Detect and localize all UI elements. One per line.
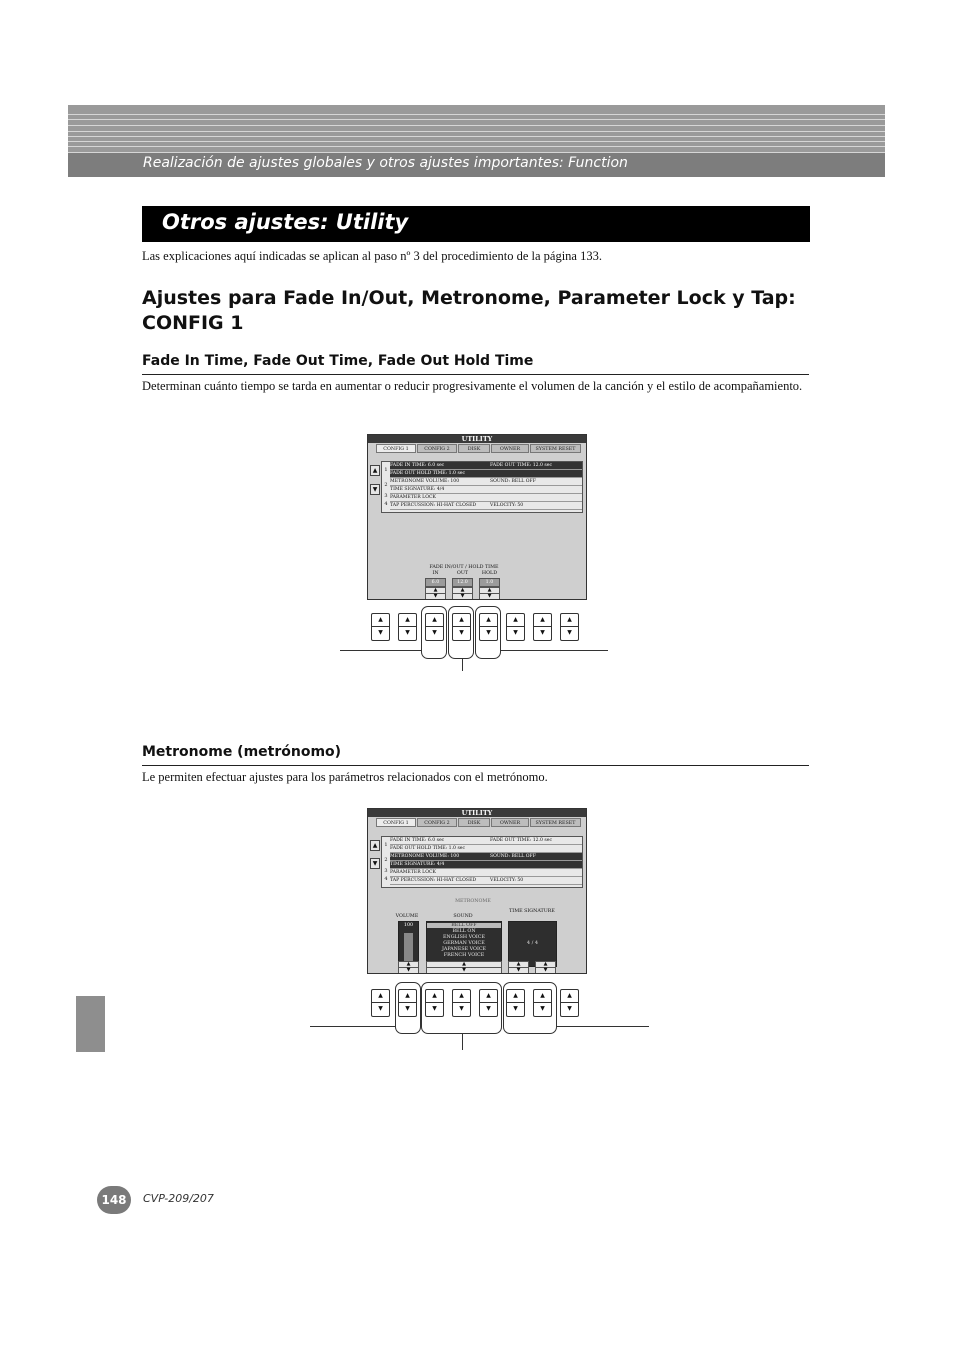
volume-value: 100 [403, 923, 414, 928]
highlight-ring [448, 606, 474, 659]
highlight-ring [503, 982, 557, 1034]
list-item[interactable]: PARAMETER LOCK [390, 494, 582, 502]
up-arrow-icon[interactable]: ▲ [372, 614, 389, 627]
model-name: CVP-209/207 [143, 1192, 214, 1205]
tab-owner[interactable]: OWNER [491, 818, 529, 827]
list-item[interactable]: JAPANESE VOICE [441, 947, 487, 952]
down-arrow-icon[interactable]: ▼ [405, 1005, 410, 1012]
section-title-bar [142, 206, 810, 242]
panel-button-6[interactable] [506, 613, 525, 641]
down-arrow-icon[interactable]: ▼ [513, 629, 518, 636]
divider [142, 374, 809, 375]
settings-list [381, 461, 583, 513]
lcd-tabs [376, 444, 581, 453]
fade-out-up-icon[interactable]: ▲ [452, 587, 473, 594]
lcd-title: UTILITY [368, 809, 586, 817]
panel-button-2[interactable] [398, 613, 417, 641]
down-arrow-icon[interactable]: ▼ [513, 1005, 518, 1012]
row-number: 4 [384, 876, 388, 882]
callout-line [501, 650, 608, 651]
row-number: 1 [384, 842, 388, 848]
up-arrow-icon[interactable]: ▲ [426, 614, 443, 627]
highlight-ring [395, 982, 421, 1034]
scroll-down-icon[interactable]: ▼ [370, 858, 380, 869]
up-arrow-icon[interactable]: ▲ [426, 990, 443, 1003]
time-denominator-down-icon[interactable]: ▼ [535, 967, 556, 974]
chapter-banner [68, 105, 885, 177]
highlight-ring [475, 606, 501, 659]
time-numerator-up-icon[interactable]: ▲ [508, 961, 529, 968]
list-item[interactable]: TAP PERCUSSION: HI-HAT CLOSED VELOCITY: 50 [390, 877, 582, 885]
list-item[interactable]: FADE OUT HOLD TIME: 1.0 sec [390, 470, 582, 478]
up-arrow-icon[interactable]: ▲ [561, 614, 578, 627]
hold-up-icon[interactable]: ▲ [479, 587, 500, 594]
fade-heading: Fade In Time, Fade Out Time, Fade Out Hold Time [142, 353, 534, 369]
section-title: Otros ajustes: Utility [162, 210, 409, 234]
row-number: 2 [384, 482, 388, 488]
time-signature-value: 4 / 4 [526, 940, 539, 946]
list-item[interactable]: FRENCH VOICE [443, 953, 485, 958]
fade-in-down-icon[interactable]: ▼ [425, 593, 446, 600]
list-item[interactable]: ENGLISH VOICE [443, 935, 485, 940]
list-item[interactable]: TIME SIGNATURE: 4/4 [390, 486, 582, 494]
down-arrow-icon[interactable]: ▼ [567, 1005, 572, 1012]
fade-in-label: IN [432, 571, 439, 576]
utility-lcd-metronome [367, 808, 587, 974]
row-number: 3 [384, 493, 388, 499]
list-item[interactable]: TAP PERCUSSION: HI-HAT CLOSED VELOCITY: 50 [390, 502, 582, 510]
tab-owner[interactable]: OWNER [491, 444, 529, 453]
list-item[interactable]: BELL OFF [427, 923, 501, 928]
tab-disk[interactable]: DISK [458, 818, 490, 827]
callout-line [462, 659, 463, 671]
down-arrow-icon[interactable]: ▼ [432, 629, 437, 636]
tab-config-2[interactable]: CONFIG 2 [417, 818, 457, 827]
time-numerator-down-icon[interactable]: ▼ [508, 967, 529, 974]
list-item[interactable]: METRONOME VOLUME: 100 SOUND: BELL OFF [390, 853, 582, 861]
up-arrow-icon[interactable]: ▲ [453, 614, 470, 627]
lcd-tabs [376, 818, 581, 827]
tab-system-reset[interactable]: SYSTEM RESET [530, 818, 581, 827]
fade-description: Determinan cuánto tiempo se tarda en aumentar o reducir progresivamente el volumen de la canción y el estilo de acompañamiento. [142, 379, 803, 393]
list-item[interactable]: GERMAN VOICE [443, 941, 485, 946]
list-item[interactable]: PARAMETER LOCK [390, 869, 582, 877]
list-item[interactable]: FADE IN TIME: 6.0 sec FADE OUT TIME: 12.0 sec [390, 837, 582, 845]
callout-line [462, 1034, 463, 1050]
hold-value: 1.0 [479, 578, 500, 587]
up-arrow-icon[interactable]: ▲ [399, 990, 416, 1003]
metronome-heading: Metronome (metrónomo) [142, 744, 342, 760]
up-arrow-icon[interactable]: ▲ [480, 990, 497, 1003]
volume-label: VOLUME [395, 914, 419, 919]
up-arrow-icon[interactable]: ▲ [453, 990, 470, 1003]
volume-up-icon[interactable]: ▲ [398, 961, 419, 968]
panel-button-1[interactable] [371, 613, 390, 641]
fade-group-label: FADE IN/OUT / HOLD TIME [429, 565, 499, 570]
row-number: 2 [384, 857, 388, 863]
up-arrow-icon[interactable]: ▲ [507, 614, 524, 627]
divider [142, 765, 809, 766]
chapter-title-bar [68, 152, 885, 177]
hold-label: HOLD [481, 571, 498, 576]
time-signature-label: TIME SIGNATURE [509, 909, 555, 914]
down-arrow-icon[interactable]: ▼ [540, 1005, 545, 1012]
down-arrow-icon[interactable]: ▼ [405, 629, 410, 636]
metronome-group-label: METRONOME [455, 899, 491, 904]
fade-out-down-icon[interactable]: ▼ [452, 593, 473, 600]
fade-in-value: 6.0 [425, 578, 446, 587]
list-item[interactable]: FADE OUT HOLD TIME: 1.0 sec [390, 845, 582, 853]
up-arrow-icon[interactable]: ▲ [372, 990, 389, 1003]
row-number: 3 [384, 868, 388, 874]
tab-config-1[interactable]: CONFIG 1 [376, 818, 416, 827]
metronome-description: Le permiten efectuar ajustes para los parámetros relacionados con el metrónomo. [142, 770, 548, 784]
row-number: 1 [384, 467, 388, 473]
utility-lcd-fade [367, 434, 587, 600]
callout-line [557, 1026, 649, 1027]
scroll-up-icon[interactable]: ▲ [370, 465, 380, 476]
page-number: 148 [97, 1186, 131, 1214]
highlight-ring [421, 982, 502, 1034]
chapter-title: Realización de ajustes globales y otros ajustes importantes: Function [143, 155, 628, 171]
tab-config-2[interactable]: CONFIG 2 [417, 444, 457, 453]
list-item[interactable]: FADE IN TIME: 6.0 sec FADE OUT TIME: 12.0 sec [390, 462, 582, 470]
lcd-title: UTILITY [368, 435, 586, 443]
down-arrow-icon[interactable]: ▼ [378, 629, 383, 636]
settings-list [381, 836, 583, 888]
tab-disk[interactable]: DISK [458, 444, 490, 453]
time-denominator-up-icon[interactable]: ▲ [535, 961, 556, 968]
up-arrow-icon[interactable]: ▲ [561, 990, 578, 1003]
scroll-up-icon[interactable]: ▲ [370, 840, 380, 851]
list-item[interactable]: METRONOME VOLUME: 100 SOUND: BELL OFF [390, 478, 582, 486]
slider-fill [404, 933, 413, 963]
row-number: 4 [384, 501, 388, 507]
down-arrow-icon[interactable]: ▼ [486, 629, 491, 636]
panel-button-7[interactable] [533, 613, 552, 641]
down-arrow-icon[interactable]: ▼ [459, 1005, 464, 1012]
down-arrow-icon[interactable]: ▼ [459, 629, 464, 636]
panel-button-8[interactable] [560, 613, 579, 641]
fade-out-value: 12.0 [452, 578, 473, 587]
panel-button-1[interactable] [371, 989, 390, 1017]
list-item[interactable]: BELL ON [452, 929, 476, 934]
sound-down-icon[interactable]: ▼ [426, 967, 502, 974]
up-arrow-icon[interactable]: ▲ [507, 990, 524, 1003]
tab-config-1[interactable]: CONFIG 1 [376, 444, 416, 453]
down-arrow-icon[interactable]: ▼ [486, 1005, 491, 1012]
up-arrow-icon[interactable]: ▲ [399, 614, 416, 627]
tab-system-reset[interactable]: SYSTEM RESET [530, 444, 581, 453]
down-arrow-icon[interactable]: ▼ [567, 629, 572, 636]
up-arrow-icon[interactable]: ▲ [534, 614, 551, 627]
down-arrow-icon[interactable]: ▼ [432, 1005, 437, 1012]
scroll-down-icon[interactable]: ▼ [370, 484, 380, 495]
down-arrow-icon[interactable]: ▼ [378, 1005, 383, 1012]
sound-up-icon[interactable]: ▲ [426, 961, 502, 968]
fade-out-label: OUT [456, 571, 469, 576]
hold-down-icon[interactable]: ▼ [479, 593, 500, 600]
up-arrow-icon[interactable]: ▲ [534, 990, 551, 1003]
panel-button-8[interactable] [560, 989, 579, 1017]
list-item[interactable]: TIME SIGNATURE: 4/4 [390, 861, 582, 869]
callout-line [310, 1026, 395, 1027]
sound-label: SOUND [453, 914, 473, 919]
volume-down-icon[interactable]: ▼ [398, 967, 419, 974]
up-arrow-icon[interactable]: ▲ [480, 614, 497, 627]
callout-line [340, 650, 421, 651]
page-heading: Ajustes para Fade In/Out, Metronome, Parameter Lock y Tap: CONFIG 1 [142, 287, 796, 334]
fade-in-up-icon[interactable]: ▲ [425, 587, 446, 594]
highlight-ring [421, 606, 447, 659]
chapter-side-tab [76, 996, 105, 1052]
down-arrow-icon[interactable]: ▼ [540, 629, 545, 636]
intro-text: Las explicaciones aquí indicadas se aplican al paso nº 3 del procedimiento de la página 133. [142, 249, 602, 263]
